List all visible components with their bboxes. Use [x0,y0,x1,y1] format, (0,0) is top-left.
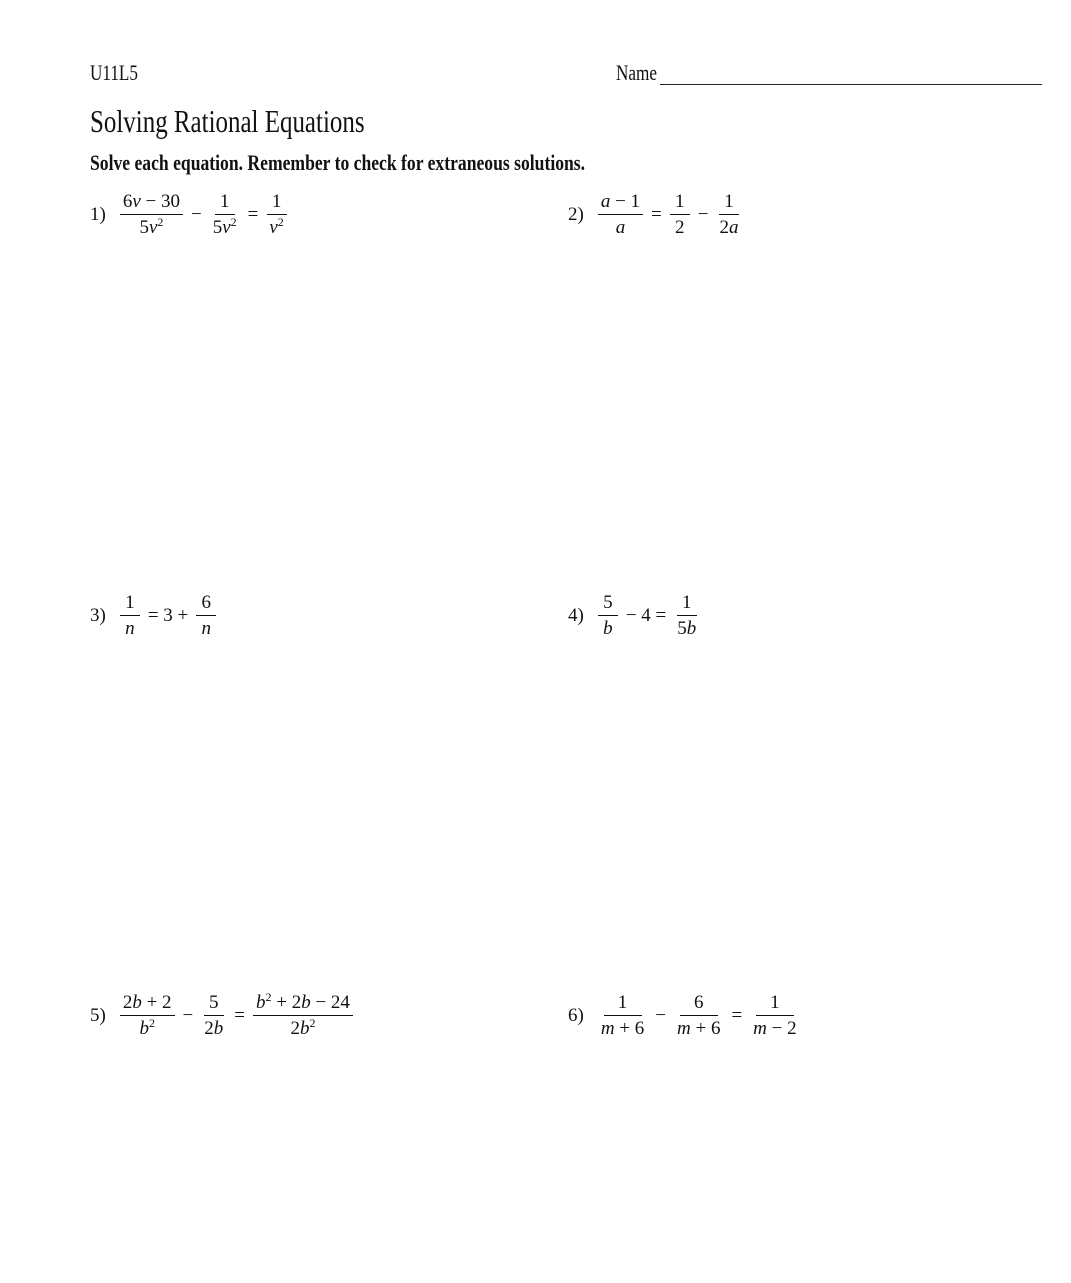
problem-number: 3) [90,605,106,626]
problem-number: 4) [568,605,584,626]
problem-6: 6) $\frac{1}{m + 6}$ − $\frac{6}{m + 6}$ = $\frac{1}{m - 2}$ [568,993,804,1039]
problem-1: 1) $\frac{6v - 30}{5v^2}$ − $\frac{1}{5v^2}$ = $\frac{1}{v^2}$ [90,192,291,238]
fraction: $\frac{1}{2}$ [670,192,690,238]
fraction: $\frac{1}{n}$ [120,593,140,639]
fraction: $\frac{1}{m + 6}$ [600,992,645,1039]
fraction: $\frac{6}{n}$ [196,593,216,639]
problem-number: 1) [90,204,106,225]
name-label: Name [616,60,657,85]
fraction: $\frac{2b + 2}{b^2}$ [120,993,175,1039]
instructions: Solve each equation. Remember to check for extraneous solutions. [90,150,586,175]
name-field[interactable] [616,60,1042,88]
page-title: Solving Rational Equations [90,103,365,139]
fraction: $\frac{1}{5v^2}$ [212,191,237,238]
fraction: $\frac{6v - 30}{5v^2}$ [120,192,183,238]
problem-number: 5) [90,1005,106,1026]
problem-number: 6) [568,1005,584,1026]
problem-2: 2) $\frac{a - 1}{a}$ = $\frac{1}{2}$ − $\frac{1}{2a}$ [568,192,745,238]
problem-3: 3) $\frac{1}{n}$ = 3 + $\frac{6}{n}$ [90,593,220,639]
fraction: $\frac{6}{m + 6}$ [677,992,721,1039]
problem-4: 4) $\frac{5}{b}$ − 4 = $\frac{1}{5b}$ [568,593,703,639]
problem-5: 5) $\frac{2b + 2}{b^2}$ − $\frac{5}{2b}$ = $\frac{b^2 + 2b - 24}{2b^2}$ [90,993,357,1039]
fraction: $\frac{1}{m - 2}$ [753,992,797,1039]
fraction: $\frac{5}{b}$ [598,593,618,639]
fraction: $\frac{a - 1}{a}$ [598,192,643,238]
fraction: $\frac{5}{2b}$ [204,992,224,1039]
problem-number: 2) [568,204,584,225]
fraction: $\frac{1}{5b}$ [677,592,697,639]
fraction: $\frac{1}{2a}$ [719,191,739,238]
fraction: $\frac{b^2 + 2b - 24}{2b^2}$ [253,993,353,1039]
fraction: $\frac{1}{v^2}$ [266,192,286,238]
name-underline [660,84,1042,85]
worksheet-code: U11L5 [90,60,138,85]
